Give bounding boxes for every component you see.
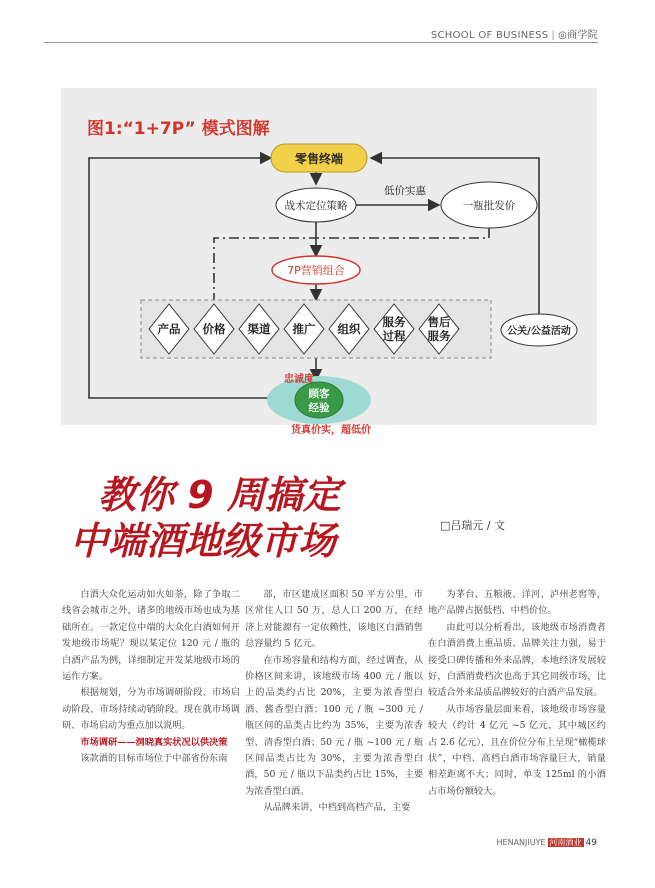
header-text: [431, 26, 598, 41]
p4-label: 推广: [292, 322, 316, 336]
customer-label-2: 经验: [308, 402, 330, 414]
page-footer: [497, 837, 597, 848]
page-number: 49: [585, 838, 597, 848]
column-2: [245, 587, 423, 817]
section-heading: 市场调研——洞晓真实状况以供决策: [80, 736, 228, 748]
p5-label: 组织: [337, 322, 361, 336]
paragraph: 该款酒的目标市场位于中部省份东南: [80, 753, 228, 765]
paragraph: 在市场容量和结构方面，经过调查，从价格区间来讲，该地级市场 400 元 / 瓶以上的品类约占比 20%，主要为浓香型白酒、酱香型白酒；100 元 / 瓶 ~300 元 / 瓶区间的品类占比约为 35%，主要为浓香型、清香型白酒；50 元 / 瓶 ~100 元 / 瓶区间品类占比为 30%，主要为浓香型白酒，50 元 / 瓶以下品类约占比 15%，主要为浓香型白酒。: [245, 654, 423, 797]
paragraph: 从市场容量层面来看，该地级市场容量较大（约计 4 亿元 ~5 亿元，其中城区约占 2.6 亿元），且在价位分布上呈现“橄榄球状”，中档、高档白酒市场容量巨大，销量相差距离不大；同时，单支 125ml 的小酒占市场份额较大。: [428, 703, 606, 797]
paragraph: 白酒大众化运动如火如荼，除了争取二线省会城市之外，诸多的地级市场也成为基础所在。一款定位中端的大众化白酒如何开发地级市场呢？现以某定位 120 元 / 瓶的白酒产品为例，详细制定开发某地级市场的运作方案。: [62, 589, 240, 683]
p2-label: 价格: [202, 322, 226, 336]
header-separator: |: [551, 30, 556, 41]
author-byline: □吕瑞元 / 文: [440, 519, 506, 532]
low-price-label: 低价实惠: [384, 185, 426, 197]
school-label: SCHOOL OF BUSINESS: [430, 30, 549, 41]
magazine-tag: 河南酒业: [549, 838, 582, 847]
paragraph: 根据规划，分为市场调研阶段、市场启动阶段、市场持续动销阶段。现在就市场调研、市场启动为重点加以说明。: [62, 687, 240, 732]
figure-title: 图1:“1+7P” 模式图解: [87, 119, 270, 139]
p6-label-1: 服务: [382, 315, 406, 329]
marketing-mix-label: 7P营销组合: [287, 264, 345, 277]
retail-terminal-label: 零售终端: [294, 152, 344, 166]
title-line-2: 中端酒地级市场: [70, 519, 337, 563]
p7-label-1: 售后: [427, 315, 451, 329]
title-line-1: 教你 9 周搞定: [98, 473, 341, 517]
p7-label-2: 服务: [427, 329, 451, 343]
article-title: [70, 472, 430, 564]
magazine-name: HENANJIUYE: [496, 838, 546, 847]
wholesale-label: 一瓶批发价: [462, 200, 516, 212]
customer-label-1: 顾客: [308, 388, 330, 400]
brand-label: ◎商学院: [558, 30, 598, 41]
paragraph: 由此可以分析看出，该地级市场消费者在白酒消费上重品质、品牌关注力强，易于接受口碑传播和外来品牌，本地经济发展较好，白酒消费档次也高于其它同级市场，比较适合外来品质品牌较好的白酒产品发展。: [428, 621, 606, 699]
page-header: [44, 26, 598, 43]
p6-label-2: 过程: [382, 329, 406, 343]
paragraph: 为茅台、五粮液、洋河、泸州老窖等，地产品牌占据低档、中档价位。: [428, 589, 606, 617]
column-3: [428, 587, 606, 800]
paragraph: 从品牌来讲，中档到高档产品，主要: [263, 802, 411, 814]
p1-label: 产品: [157, 322, 181, 336]
column-1: [62, 587, 240, 767]
model-diagram: [61, 88, 597, 436]
loyalty-label: 忠诚度: [284, 374, 314, 385]
paragraph: 部，市区建成区面积 50 平方公里，市区常住人口 50 万，总人口 200 万，在经济上对能源有一定依赖性，该地区白酒销售总容量约 5 亿元。: [245, 589, 423, 650]
pr-label: 公关/公益活动: [507, 326, 571, 337]
slogan-label: 货真价实，超低价: [291, 425, 371, 436]
p3-label: 渠道: [247, 322, 271, 336]
positioning-label: 战术定位策略: [284, 200, 348, 212]
diagram-svg: [61, 88, 597, 436]
